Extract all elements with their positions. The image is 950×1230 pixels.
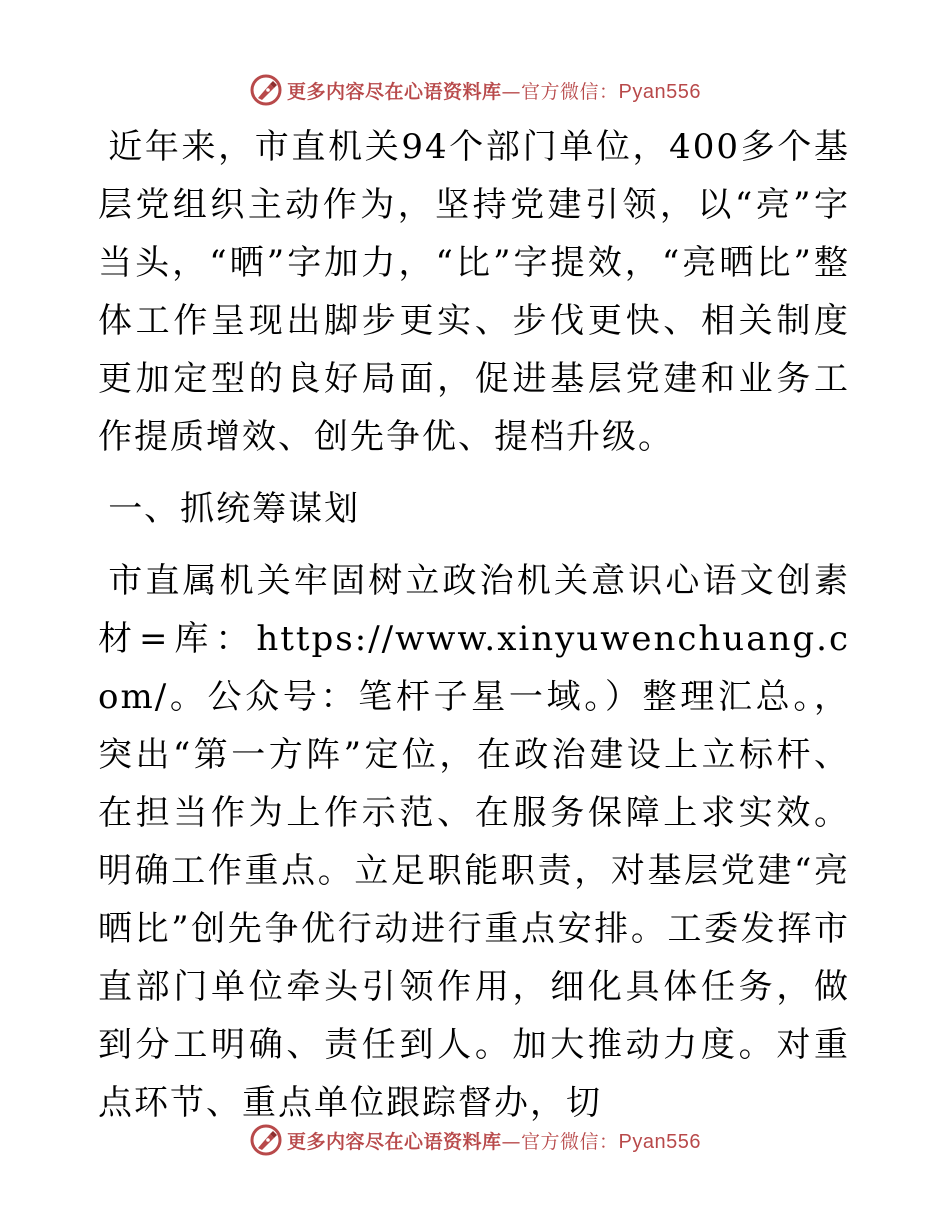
pen-nib-logo-icon: [249, 73, 283, 107]
banner-main-text: 更多内容尽在心语资料库: [287, 1130, 502, 1153]
paragraph-body: 市直属机关牢固树立政治机关意识心语文创素材=库：https://www.xinyuwenchuang.com/。公众号：笔杆子星一域。）整理汇总。，突出“第一方阵”定位，在政治建设上立标杆、在担当作为上作示范、在服务保障上求实效。明确工作重点。立足职能职责，对基层党建“亮晒比”创先争优行动进行重点安排。工委发挥市直部门单位牵头引领作用，细化具体任务，做到分工明确、责任到人。加大推动力度。对重点环节、重点单位跟踪督办，切: [98, 561, 850, 1123]
section-heading: 一、抓统筹谋划: [108, 489, 361, 529]
banner-wechat-id: Pyan556: [618, 1130, 701, 1153]
paragraph-intro: 近年来，市直机关94个部门单位，400多个基层党组织主动作为，坚持党建引领，以“亮”字当头，“晒”字加力，“比”字提效，“亮晒比”整体工作呈现出脚步更实、步伐更快、相关制度更加定型的良好局面，促进基层党建和业务工作提质增效、创先争优、提档升级。: [98, 127, 850, 457]
banner-wechat-id: Pyan556: [618, 80, 701, 103]
banner-main-text: 更多内容尽在心语资料库: [287, 80, 502, 103]
document-body: [98, 118, 850, 1132]
banner-dash: —: [501, 1130, 522, 1153]
banner-dash: —: [501, 80, 522, 103]
pen-nib-logo-icon: [249, 1123, 283, 1157]
banner-wechat-label: 官方微信：: [521, 80, 619, 103]
header-banner: [0, 70, 950, 110]
footer-banner: [0, 1120, 950, 1160]
banner-wechat-label: 官方微信：: [521, 1130, 619, 1153]
banner-text: [287, 1127, 701, 1154]
banner-text: [287, 77, 701, 104]
